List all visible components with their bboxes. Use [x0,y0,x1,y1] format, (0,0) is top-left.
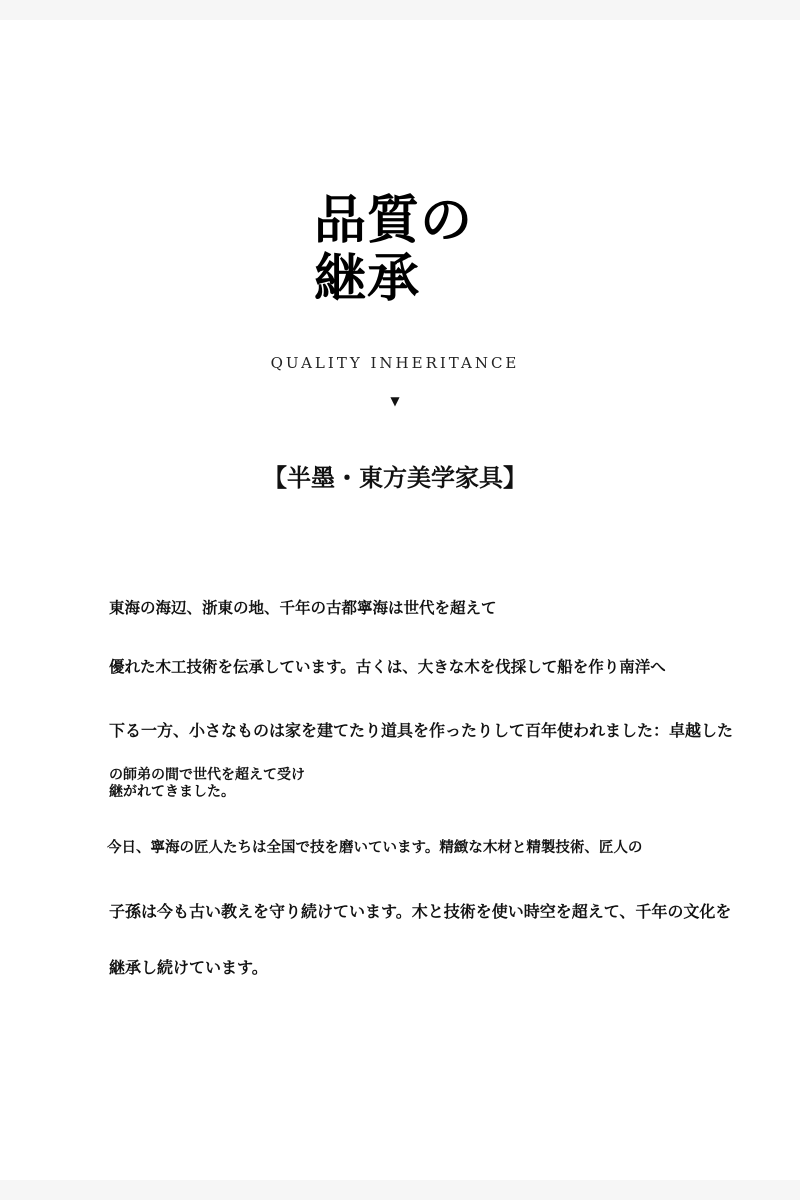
body-line-4a: の師弟の間で世代を超えて受け [109,767,305,783]
body-line-4b: 継がれてきました。 [109,784,235,800]
page-title [314,192,473,308]
body-line-5: 今日、寧海の匠人たちは全国で技を磨いています。精緻な木材と精製技術、匠人の [107,840,643,856]
body-line-6: 子孫は今も古い教えを守り続けています。木と技術を使い時空を超えて、千年の文化を [109,902,732,921]
body-line-1: 東海の海辺、浙東の地、千年の古都寧海は世代を超えて [109,599,497,617]
body-line-7: 継承し続けています。 [109,958,268,977]
triangle-down-icon: ▼ [390,394,400,408]
subtitle: QUALITY INHERITANCE [270,354,520,372]
brand-heading: 【半墨・東方美学家具】 [263,464,527,492]
title-line-2: 継承 [314,249,421,309]
title-line-1: 品質の [314,191,474,251]
body-line-4 [109,767,305,801]
body-line-2: 優れた木工技術を伝承しています。古くは、大きな木を伐採して船を作り南洋へ [109,658,666,676]
body-line-3: 下る一方、小さなものは家を建てたり道具を作ったりして百年使われました：卓越した [109,721,734,740]
page [0,20,800,1180]
